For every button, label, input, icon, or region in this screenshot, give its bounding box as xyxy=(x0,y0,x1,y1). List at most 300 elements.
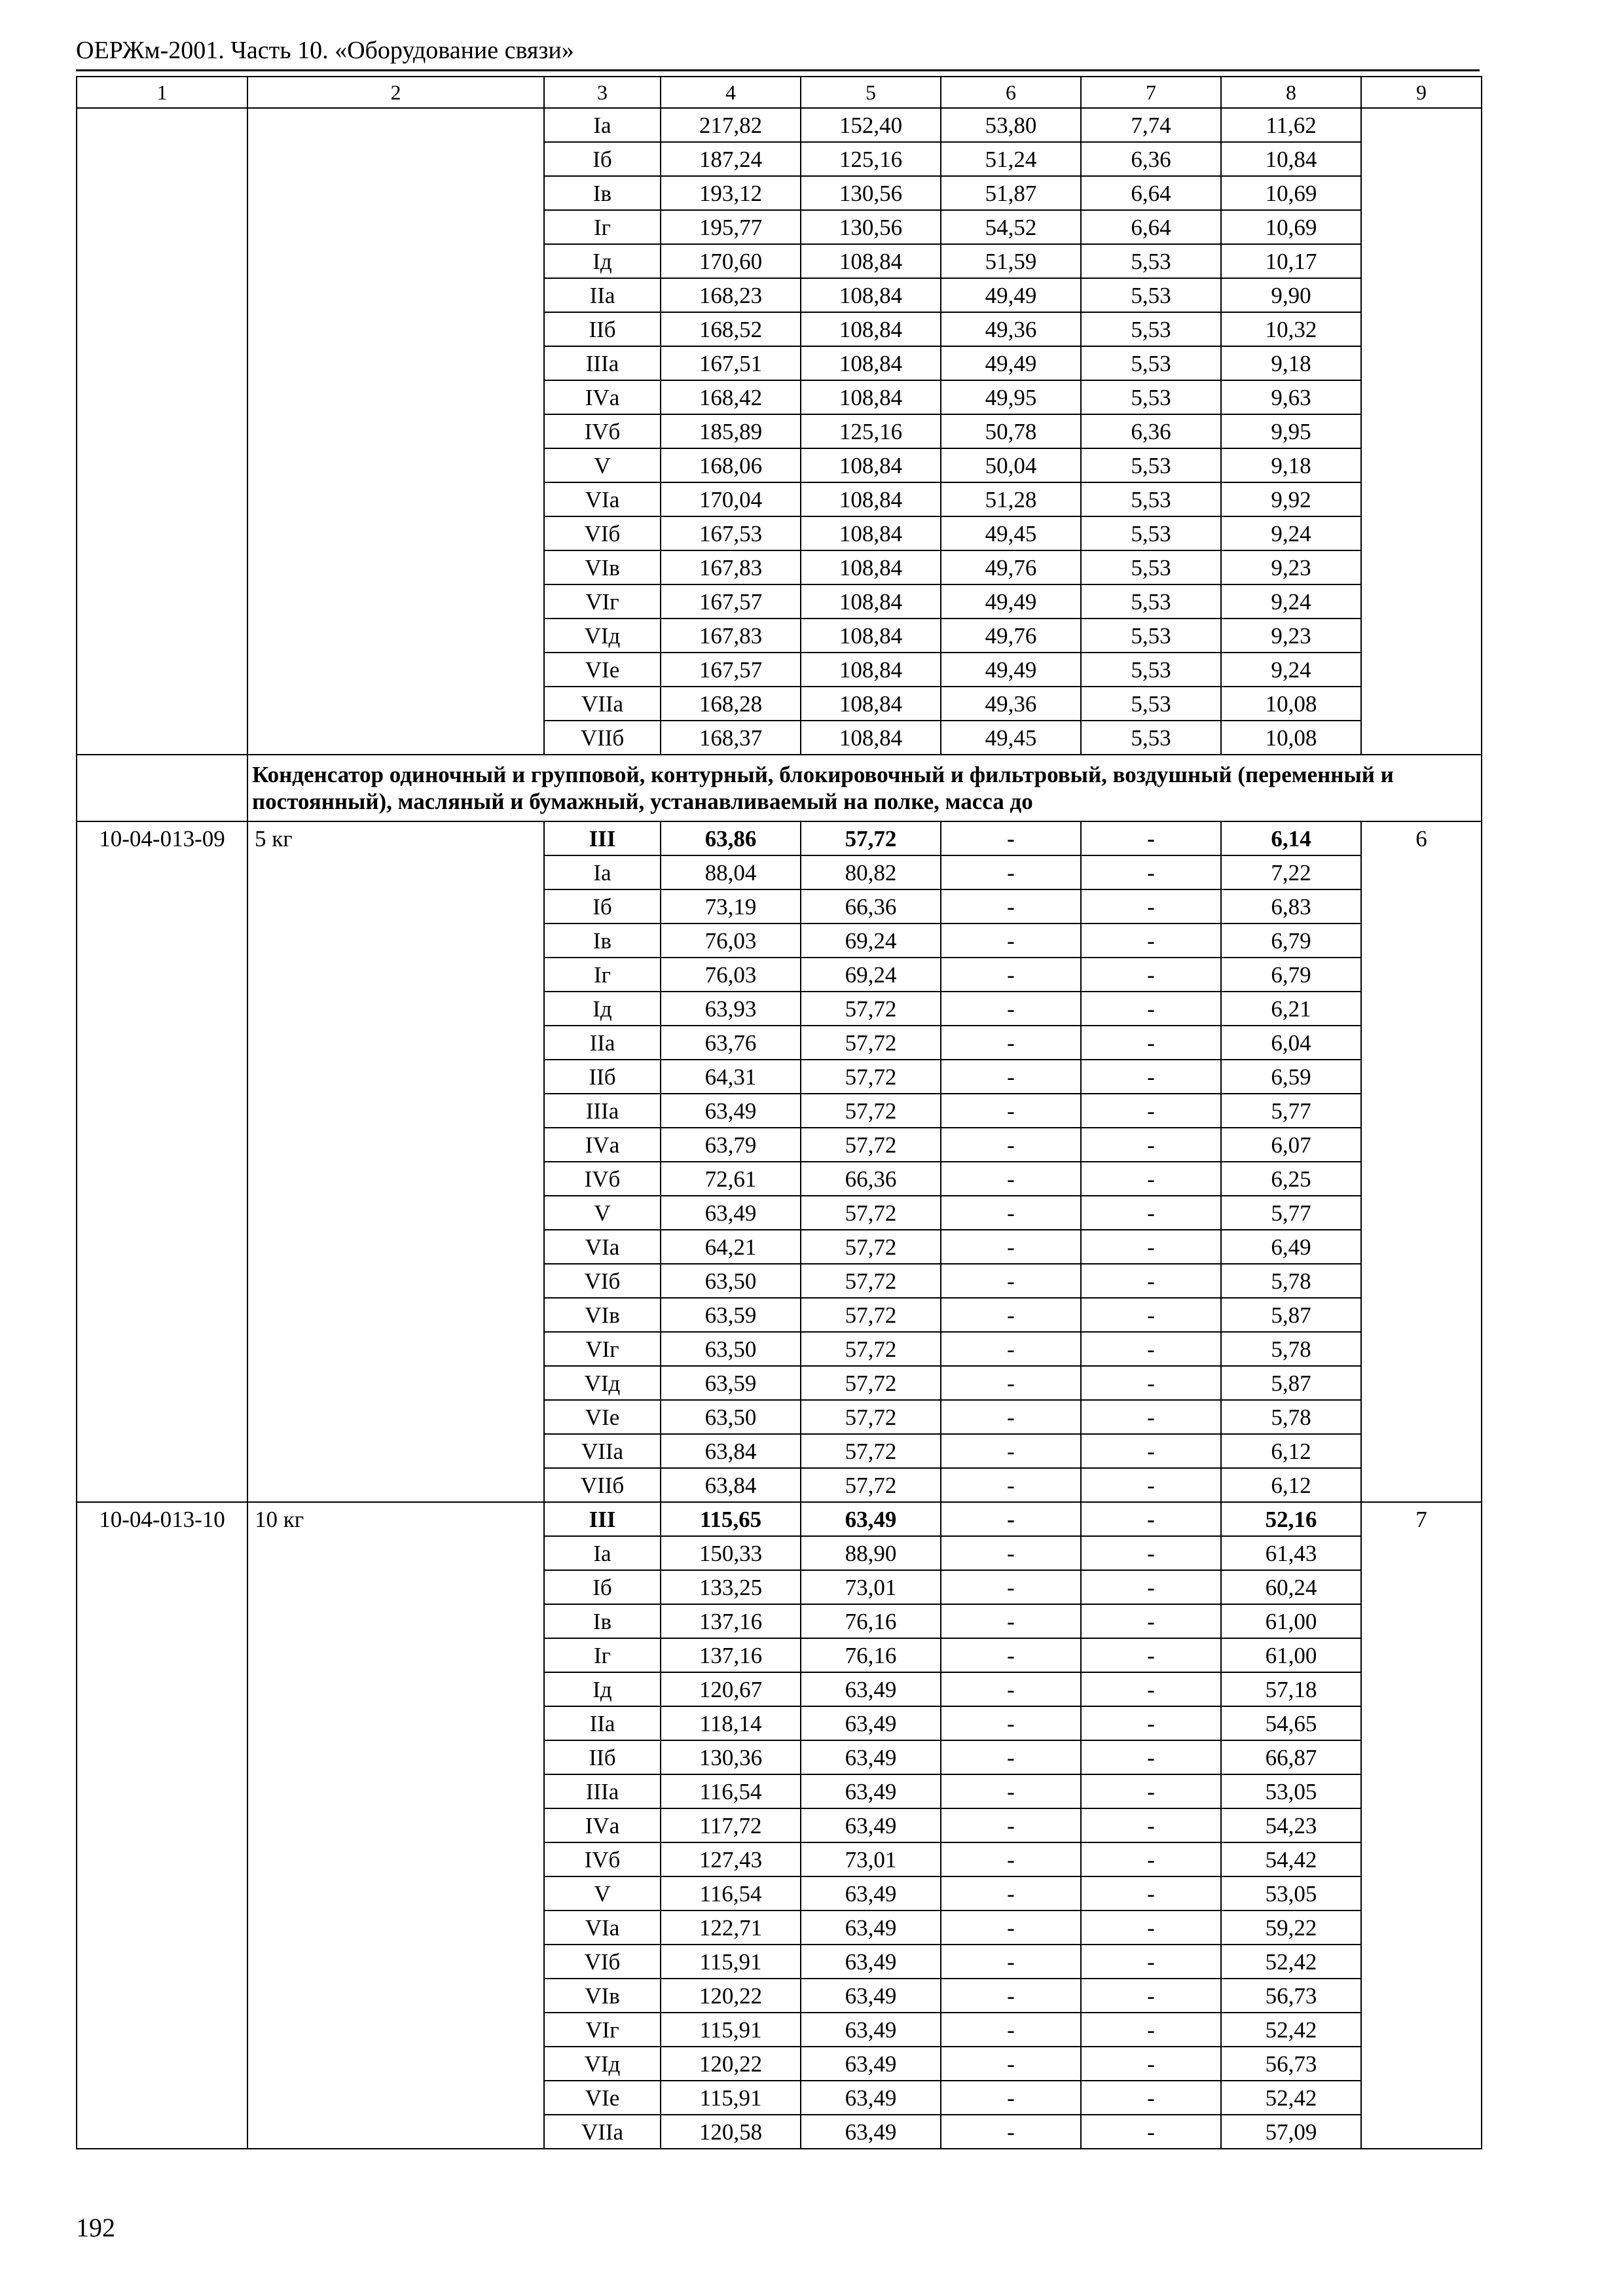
value-cell: 5,53 xyxy=(1081,380,1221,414)
value-cell: 50,04 xyxy=(941,448,1081,482)
zone-cell: VIг xyxy=(544,584,661,619)
value-cell: 63,49 xyxy=(801,1979,941,2013)
value-cell: 6,79 xyxy=(1221,924,1361,958)
value-cell: 52,16 xyxy=(1221,1502,1361,1536)
value-cell: 63,49 xyxy=(801,2115,941,2149)
value-cell: 10,08 xyxy=(1221,687,1361,721)
value-cell: 54,65 xyxy=(1221,1706,1361,1740)
column-number-cell: 3 xyxy=(544,77,661,108)
value-cell: - xyxy=(941,1434,1081,1468)
value-cell: 49,36 xyxy=(941,312,1081,346)
value-cell: - xyxy=(1081,992,1221,1026)
value-cell: - xyxy=(1081,1332,1221,1366)
value-cell: 57,72 xyxy=(801,1230,941,1264)
zone-cell: VIв xyxy=(544,1298,661,1332)
zone-cell: VIв xyxy=(544,1979,661,2013)
value-cell: 5,87 xyxy=(1221,1366,1361,1400)
value-cell: 130,36 xyxy=(661,1740,801,1774)
value-cell: - xyxy=(1081,1842,1221,1876)
value-cell: 11,62 xyxy=(1221,108,1361,142)
column-number-cell: 6 xyxy=(941,77,1081,108)
table-row xyxy=(77,108,1482,142)
value-cell: 5,78 xyxy=(1221,1400,1361,1434)
value-cell: 63,49 xyxy=(801,2013,941,2047)
value-cell: - xyxy=(941,2047,1081,2081)
value-cell: - xyxy=(1081,2081,1221,2115)
value-cell: 5,53 xyxy=(1081,244,1221,278)
value-cell: 115,91 xyxy=(661,2081,801,2115)
value-cell: - xyxy=(941,1740,1081,1774)
value-cell: 168,23 xyxy=(661,278,801,312)
value-cell: - xyxy=(941,1638,1081,1672)
value-cell: - xyxy=(941,821,1081,855)
value-cell: 108,84 xyxy=(801,278,941,312)
value-cell: 167,53 xyxy=(661,516,801,550)
value-cell: - xyxy=(1081,1979,1221,2013)
zone-cell: VIд xyxy=(544,2047,661,2081)
section-empty-cell xyxy=(77,755,247,821)
value-cell: 72,61 xyxy=(661,1162,801,1196)
value-cell: - xyxy=(941,1808,1081,1842)
value-cell: 57,72 xyxy=(801,1060,941,1094)
value-cell: 63,49 xyxy=(801,1672,941,1706)
value-cell: 57,72 xyxy=(801,821,941,855)
zone-cell: IIIа xyxy=(544,346,661,380)
value-cell: 193,12 xyxy=(661,176,801,210)
zone-cell: VIб xyxy=(544,516,661,550)
zone-cell: IVб xyxy=(544,1162,661,1196)
value-cell: 63,79 xyxy=(661,1128,801,1162)
value-cell: 120,22 xyxy=(661,1979,801,2013)
value-cell: - xyxy=(941,2081,1081,2115)
value-cell: 57,72 xyxy=(801,1434,941,1468)
value-cell: 137,16 xyxy=(661,1604,801,1638)
value-cell: 137,16 xyxy=(661,1638,801,1672)
item-name-cell: 5 кг xyxy=(247,821,544,1502)
value-cell: 10,17 xyxy=(1221,244,1361,278)
section-row xyxy=(77,755,1482,821)
value-cell: 5,53 xyxy=(1081,346,1221,380)
value-cell: 63,49 xyxy=(801,1502,941,1536)
value-cell: 108,84 xyxy=(801,312,941,346)
value-cell: 63,49 xyxy=(801,2047,941,2081)
value-cell: 63,50 xyxy=(661,1264,801,1298)
value-cell: - xyxy=(1081,1638,1221,1672)
value-cell: 54,42 xyxy=(1221,1842,1361,1876)
value-cell: 88,90 xyxy=(801,1536,941,1570)
value-cell: 52,42 xyxy=(1221,2081,1361,2115)
value-cell: 57,72 xyxy=(801,1264,941,1298)
value-cell: - xyxy=(1081,1060,1221,1094)
value-cell: - xyxy=(941,992,1081,1026)
column-number-cell: 8 xyxy=(1221,77,1361,108)
column-number-cell: 1 xyxy=(77,77,247,108)
value-cell: 6,21 xyxy=(1221,992,1361,1026)
zone-cell: III xyxy=(544,821,661,855)
value-cell: 9,92 xyxy=(1221,482,1361,516)
value-cell: - xyxy=(1081,2047,1221,2081)
zone-cell: IIIа xyxy=(544,1094,661,1128)
value-cell: 57,72 xyxy=(801,1332,941,1366)
zone-cell: Iб xyxy=(544,142,661,176)
zone-cell: VIIб xyxy=(544,1468,661,1502)
value-cell: - xyxy=(1081,1672,1221,1706)
column-number-cell: 2 xyxy=(247,77,544,108)
zone-cell: VIа xyxy=(544,482,661,516)
value-cell: 76,16 xyxy=(801,1638,941,1672)
zone-cell: Iв xyxy=(544,1604,661,1638)
value-cell: 57,72 xyxy=(801,1094,941,1128)
value-cell: 150,33 xyxy=(661,1536,801,1570)
zone-cell: Iг xyxy=(544,958,661,992)
value-cell: 115,65 xyxy=(661,1502,801,1536)
value-cell: 63,49 xyxy=(661,1094,801,1128)
value-cell: 168,06 xyxy=(661,448,801,482)
value-cell: 6,49 xyxy=(1221,1230,1361,1264)
value-cell: 6,07 xyxy=(1221,1128,1361,1162)
value-cell: - xyxy=(1081,1094,1221,1128)
value-cell: - xyxy=(1081,1026,1221,1060)
value-cell: - xyxy=(941,1162,1081,1196)
zone-cell: VIд xyxy=(544,619,661,653)
value-cell: - xyxy=(941,1400,1081,1434)
value-cell: 185,89 xyxy=(661,414,801,448)
value-cell: 167,57 xyxy=(661,584,801,619)
value-cell: 5,77 xyxy=(1221,1196,1361,1230)
value-cell: - xyxy=(941,958,1081,992)
column-number-row xyxy=(77,77,1482,108)
value-cell: 130,56 xyxy=(801,210,941,244)
value-cell: 168,28 xyxy=(661,687,801,721)
value-cell: 57,72 xyxy=(801,1366,941,1400)
value-cell: 5,87 xyxy=(1221,1298,1361,1332)
value-cell: 118,14 xyxy=(661,1706,801,1740)
zone-cell: VIIа xyxy=(544,1434,661,1468)
value-cell: - xyxy=(1081,1400,1221,1434)
value-cell: 108,84 xyxy=(801,584,941,619)
item-name-cell xyxy=(247,108,544,755)
zone-cell: IIа xyxy=(544,278,661,312)
value-cell: - xyxy=(1081,1910,1221,1945)
value-cell: - xyxy=(1081,1468,1221,1502)
value-cell: - xyxy=(941,1945,1081,1979)
page-header: ОЕРЖм-2001. Часть 10. «Оборудование связи» xyxy=(76,37,574,64)
value-cell: - xyxy=(1081,889,1221,924)
value-cell: 108,84 xyxy=(801,721,941,755)
value-cell: 49,49 xyxy=(941,653,1081,687)
value-cell: - xyxy=(1081,1264,1221,1298)
value-cell: - xyxy=(941,1128,1081,1162)
value-cell: 10,32 xyxy=(1221,312,1361,346)
value-cell: 52,42 xyxy=(1221,2013,1361,2047)
value-cell: - xyxy=(941,1026,1081,1060)
zone-cell: Iб xyxy=(544,889,661,924)
value-cell: 63,49 xyxy=(661,1196,801,1230)
value-cell: 108,84 xyxy=(801,550,941,584)
rates-table xyxy=(76,76,1482,2149)
value-cell: 108,84 xyxy=(801,380,941,414)
value-cell: 167,51 xyxy=(661,346,801,380)
table-row xyxy=(77,1502,1482,1536)
value-cell: 6,64 xyxy=(1081,210,1221,244)
value-cell: 10,69 xyxy=(1221,176,1361,210)
value-cell: - xyxy=(1081,821,1221,855)
zone-cell: VIIа xyxy=(544,687,661,721)
value-cell: 108,84 xyxy=(801,346,941,380)
value-cell: 57,72 xyxy=(801,1298,941,1332)
value-cell: 66,87 xyxy=(1221,1740,1361,1774)
value-cell: 66,36 xyxy=(801,889,941,924)
column-number-cell: 9 xyxy=(1361,77,1482,108)
value-cell: 167,83 xyxy=(661,619,801,653)
value-cell: 6,36 xyxy=(1081,142,1221,176)
value-cell: - xyxy=(1081,2115,1221,2149)
value-cell: - xyxy=(941,1332,1081,1366)
value-cell: 57,72 xyxy=(801,1468,941,1502)
zone-cell: IVа xyxy=(544,380,661,414)
value-cell: 49,95 xyxy=(941,380,1081,414)
value-cell: 9,95 xyxy=(1221,414,1361,448)
value-cell: 51,28 xyxy=(941,482,1081,516)
value-cell: 167,57 xyxy=(661,653,801,687)
value-cell: 9,23 xyxy=(1221,619,1361,653)
value-cell: 51,87 xyxy=(941,176,1081,210)
value-cell: - xyxy=(941,889,1081,924)
value-cell: 80,82 xyxy=(801,855,941,889)
value-cell: 117,72 xyxy=(661,1808,801,1842)
value-cell: 49,49 xyxy=(941,584,1081,619)
value-cell: 133,25 xyxy=(661,1570,801,1604)
value-cell: - xyxy=(941,1298,1081,1332)
value-cell: 5,78 xyxy=(1221,1264,1361,1298)
value-cell: 52,42 xyxy=(1221,1945,1361,1979)
zone-cell: VIе xyxy=(544,2081,661,2115)
zone-cell: Iа xyxy=(544,1536,661,1570)
value-cell: 63,49 xyxy=(801,1706,941,1740)
value-cell: 6,14 xyxy=(1221,821,1361,855)
zone-cell: VIб xyxy=(544,1264,661,1298)
zone-cell: VIб xyxy=(544,1945,661,1979)
value-cell: 6,36 xyxy=(1081,414,1221,448)
value-cell: 56,73 xyxy=(1221,1979,1361,2013)
table-body xyxy=(77,77,1482,2149)
value-cell: 130,56 xyxy=(801,176,941,210)
value-cell: 152,40 xyxy=(801,108,941,142)
value-cell: - xyxy=(1081,1536,1221,1570)
zone-cell: VIа xyxy=(544,1230,661,1264)
zone-cell: IIб xyxy=(544,312,661,346)
value-cell: 49,36 xyxy=(941,687,1081,721)
value-cell: 6,25 xyxy=(1221,1162,1361,1196)
zone-cell: Iд xyxy=(544,244,661,278)
zone-cell: VIд xyxy=(544,1366,661,1400)
value-cell: 63,49 xyxy=(801,1910,941,1945)
value-cell: 49,49 xyxy=(941,278,1081,312)
value-cell: - xyxy=(1081,1808,1221,1842)
value-cell: 73,01 xyxy=(801,1570,941,1604)
item-name-cell: 10 кг xyxy=(247,1502,544,2149)
value-cell: 9,24 xyxy=(1221,516,1361,550)
value-cell: 53,05 xyxy=(1221,1876,1361,1910)
value-cell: - xyxy=(941,1094,1081,1128)
value-cell: 108,84 xyxy=(801,687,941,721)
zone-cell: VIв xyxy=(544,550,661,584)
value-cell: 6,04 xyxy=(1221,1026,1361,1060)
value-cell: 63,59 xyxy=(661,1366,801,1400)
value-cell: 5,78 xyxy=(1221,1332,1361,1366)
value-cell: - xyxy=(941,1230,1081,1264)
value-cell: - xyxy=(1081,924,1221,958)
value-cell: - xyxy=(1081,2013,1221,2047)
value-cell: 54,52 xyxy=(941,210,1081,244)
value-cell: 168,52 xyxy=(661,312,801,346)
value-cell: 63,49 xyxy=(801,1808,941,1842)
value-cell: - xyxy=(941,1876,1081,1910)
value-cell: 49,49 xyxy=(941,346,1081,380)
value-cell: - xyxy=(1081,1298,1221,1332)
value-cell: 60,24 xyxy=(1221,1570,1361,1604)
value-cell: 63,49 xyxy=(801,1774,941,1808)
value-cell: 115,91 xyxy=(661,1945,801,1979)
value-cell: 73,19 xyxy=(661,889,801,924)
value-cell: 9,90 xyxy=(1221,278,1361,312)
value-cell: 76,03 xyxy=(661,958,801,992)
value-cell: 9,23 xyxy=(1221,550,1361,584)
value-cell: 76,16 xyxy=(801,1604,941,1638)
value-cell: 115,91 xyxy=(661,2013,801,2047)
zone-cell: IVб xyxy=(544,414,661,448)
zone-cell: IIа xyxy=(544,1706,661,1740)
value-cell: 51,24 xyxy=(941,142,1081,176)
zone-cell: Iв xyxy=(544,924,661,958)
page-number: 192 xyxy=(76,2213,115,2242)
value-cell: 195,77 xyxy=(661,210,801,244)
value-cell: 49,76 xyxy=(941,619,1081,653)
value-cell: - xyxy=(941,1366,1081,1400)
value-cell: - xyxy=(941,2013,1081,2047)
zone-cell: VIг xyxy=(544,1332,661,1366)
zone-cell: IIб xyxy=(544,1060,661,1094)
value-cell: 63,93 xyxy=(661,992,801,1026)
value-cell: 5,53 xyxy=(1081,550,1221,584)
value-cell: - xyxy=(941,924,1081,958)
zone-cell: Iг xyxy=(544,1638,661,1672)
value-cell: 53,80 xyxy=(941,108,1081,142)
value-cell: 10,84 xyxy=(1221,142,1361,176)
value-cell: 120,58 xyxy=(661,2115,801,2149)
value-cell: - xyxy=(941,1774,1081,1808)
value-cell: 127,43 xyxy=(661,1842,801,1876)
value-cell: 63,86 xyxy=(661,821,801,855)
value-cell: - xyxy=(1081,1740,1221,1774)
zone-cell: IIа xyxy=(544,1026,661,1060)
value-cell: - xyxy=(941,1060,1081,1094)
value-cell: 125,16 xyxy=(801,414,941,448)
value-cell: 9,24 xyxy=(1221,653,1361,687)
value-cell: - xyxy=(1081,855,1221,889)
value-cell: 217,82 xyxy=(661,108,801,142)
note-cell xyxy=(1361,108,1482,755)
note-cell: 7 xyxy=(1361,1502,1482,2149)
value-cell: - xyxy=(1081,1434,1221,1468)
value-cell: - xyxy=(941,2115,1081,2149)
value-cell: 122,71 xyxy=(661,1910,801,1945)
value-cell: 108,84 xyxy=(801,244,941,278)
value-cell: 10,69 xyxy=(1221,210,1361,244)
value-cell: 6,79 xyxy=(1221,958,1361,992)
value-cell: 64,21 xyxy=(661,1230,801,1264)
value-cell: 69,24 xyxy=(801,924,941,958)
value-cell: 9,18 xyxy=(1221,448,1361,482)
value-cell: 50,78 xyxy=(941,414,1081,448)
column-number-cell: 7 xyxy=(1081,77,1221,108)
value-cell: - xyxy=(941,1706,1081,1740)
value-cell: 57,72 xyxy=(801,1128,941,1162)
item-code-cell: 10-04-013-10 xyxy=(77,1502,247,2149)
value-cell: 64,31 xyxy=(661,1060,801,1094)
value-cell: 63,84 xyxy=(661,1468,801,1502)
value-cell: 57,72 xyxy=(801,1026,941,1060)
value-cell: - xyxy=(941,1264,1081,1298)
value-cell: - xyxy=(1081,1706,1221,1740)
zone-cell: Iд xyxy=(544,992,661,1026)
value-cell: - xyxy=(941,1502,1081,1536)
value-cell: 57,72 xyxy=(801,1400,941,1434)
zone-cell: VIIб xyxy=(544,721,661,755)
value-cell: - xyxy=(1081,1604,1221,1638)
value-cell: 61,00 xyxy=(1221,1604,1361,1638)
value-cell: 56,73 xyxy=(1221,2047,1361,2081)
value-cell: 9,24 xyxy=(1221,584,1361,619)
value-cell: 6,12 xyxy=(1221,1434,1361,1468)
value-cell: 57,09 xyxy=(1221,2115,1361,2149)
value-cell: 88,04 xyxy=(661,855,801,889)
value-cell: 5,53 xyxy=(1081,312,1221,346)
value-cell: 108,84 xyxy=(801,653,941,687)
value-cell: 61,43 xyxy=(1221,1536,1361,1570)
value-cell: 63,50 xyxy=(661,1332,801,1366)
value-cell: 5,53 xyxy=(1081,448,1221,482)
value-cell: 7,74 xyxy=(1081,108,1221,142)
value-cell: - xyxy=(1081,1162,1221,1196)
value-cell: 51,59 xyxy=(941,244,1081,278)
zone-cell: V xyxy=(544,1876,661,1910)
value-cell: - xyxy=(1081,958,1221,992)
value-cell: 5,53 xyxy=(1081,619,1221,653)
value-cell: 108,84 xyxy=(801,516,941,550)
value-cell: - xyxy=(941,1672,1081,1706)
value-cell: 170,04 xyxy=(661,482,801,516)
value-cell: 53,05 xyxy=(1221,1774,1361,1808)
value-cell: - xyxy=(941,1842,1081,1876)
value-cell: 5,53 xyxy=(1081,516,1221,550)
value-cell: 6,12 xyxy=(1221,1468,1361,1502)
value-cell: 167,83 xyxy=(661,550,801,584)
zone-cell: VIIа xyxy=(544,2115,661,2149)
value-cell: - xyxy=(941,1570,1081,1604)
zone-cell: IIIа xyxy=(544,1774,661,1808)
zone-cell: Iа xyxy=(544,855,661,889)
value-cell: 7,22 xyxy=(1221,855,1361,889)
value-cell: - xyxy=(1081,1230,1221,1264)
value-cell: 49,45 xyxy=(941,516,1081,550)
value-cell: - xyxy=(1081,1876,1221,1910)
value-cell: 49,45 xyxy=(941,721,1081,755)
value-cell: 168,42 xyxy=(661,380,801,414)
value-cell: 120,22 xyxy=(661,2047,801,2081)
column-number-cell: 5 xyxy=(801,77,941,108)
value-cell: - xyxy=(941,1468,1081,1502)
